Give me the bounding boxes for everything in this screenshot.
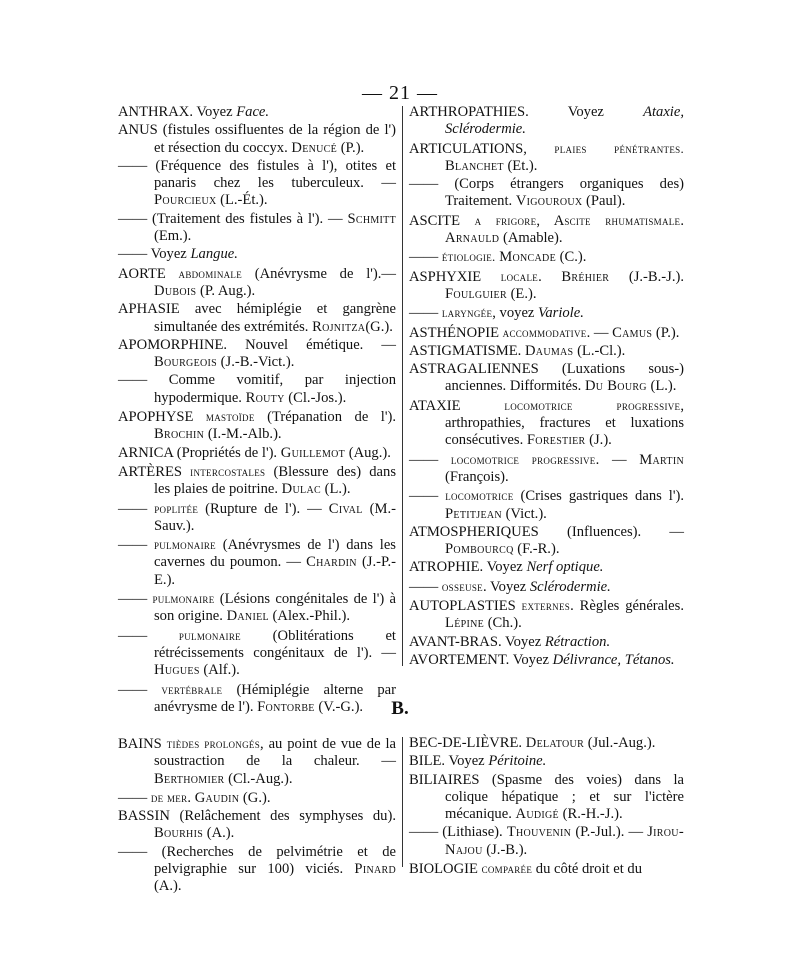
author-name: Chardin: [306, 554, 357, 571]
entry-text: (P.-Jul.). —: [571, 824, 648, 841]
index-entry: [118, 844, 396, 896]
index-entry: [409, 860, 684, 878]
index-entry: [409, 559, 684, 576]
index-entry: [409, 578, 684, 596]
index-entry: [118, 808, 396, 843]
entry-text: (Trépanation de l').: [254, 409, 396, 426]
entry-text: (Ch.).: [484, 615, 522, 632]
entry-qualifier: osseuse: [441, 578, 483, 594]
entry-text: ASTRAGALIENNES (Luxations sous-) anciennes. Difformités.: [409, 361, 684, 395]
index-entry: [409, 361, 684, 396]
entry-text: —— Voyez: [118, 246, 191, 263]
author-name: Du Bourg: [584, 378, 647, 395]
entry-qualifier: laryngée: [441, 305, 493, 321]
column-divider: [402, 737, 403, 867]
entry-text: (Paul).: [582, 193, 626, 210]
entry-text: ——: [409, 305, 442, 322]
entry-text: ARTÈRES: [118, 463, 191, 480]
author-name: Thouvenin: [506, 824, 572, 841]
entry-text: .: [187, 789, 195, 806]
entry-text: .: [538, 268, 562, 285]
entry-text: (Alf.).: [199, 662, 240, 679]
author-name: Foulguier: [445, 285, 507, 302]
author-name: Hugues: [154, 662, 200, 679]
entry-text: (I.-M.-Alb.).: [204, 426, 282, 443]
entry-qualifier: locomotrice: [445, 488, 514, 504]
index-entry: [118, 104, 396, 121]
entry-text: . —: [595, 451, 640, 468]
entry-text: (M.-Sauv.).: [154, 500, 396, 534]
entry-text: —— (Corps étrangers organiques des) Traitement.: [409, 176, 684, 210]
entry-text: (F.-R.).: [513, 541, 560, 558]
entry-text: .: [680, 212, 685, 229]
entry-text: (Vict.).: [501, 505, 547, 522]
column-divider: [402, 106, 403, 666]
entry-text: (Cl.-Jos.).: [284, 389, 347, 406]
author-name: Pombourcq: [445, 541, 514, 558]
entry-qualifier: locomotrice progressive: [504, 397, 681, 413]
index-entry: [118, 735, 396, 788]
entry-text: ATROPHIE. Voyez: [409, 559, 527, 576]
entry-text: AORTE: [118, 265, 179, 282]
author-name: Dubois: [154, 282, 197, 299]
entry-text: —— (Lithiase).: [409, 824, 507, 841]
author-name: Pourcieux: [154, 192, 217, 209]
entry-text: (G.).: [365, 318, 393, 335]
entry-text: . Voyez: [482, 578, 530, 595]
entry-qualifier: accommodative: [502, 324, 587, 340]
index-entry: [409, 176, 684, 211]
author-name: Arnauld: [445, 230, 500, 247]
index-entry: [409, 212, 684, 248]
author-name: Cival: [328, 500, 363, 517]
entry-qualifier: mastoïde: [205, 409, 255, 425]
author-name: Forestier: [526, 432, 586, 449]
entry-qualifier: pulmonaire: [178, 627, 241, 643]
entry-text: (Rupture de l'). —: [198, 500, 329, 517]
index-entry: [409, 824, 684, 859]
index-entry: [118, 408, 396, 444]
entry-text: (François).: [445, 468, 509, 485]
author-name: Daumas: [524, 342, 574, 359]
entry-text: BIOLOGIE: [409, 861, 482, 878]
entry-text: ATAXIE: [409, 397, 505, 414]
author-name: Jirou-Najou: [445, 824, 684, 858]
author-name: Delatour: [525, 735, 585, 751]
page-number: — 21 —: [362, 82, 438, 104]
author-name: Guillemot: [280, 444, 346, 461]
author-name: Lépine: [445, 615, 485, 632]
entry-text: ——: [409, 249, 442, 266]
index-entry: [118, 536, 396, 589]
entry-text: —— (Traitement des fistules à l'). —: [118, 210, 348, 227]
author-name: Denucé: [291, 139, 338, 156]
entry-qualifier: locomotrice progressive: [450, 451, 596, 467]
index-entry: [118, 445, 396, 462]
author-name: Daniel: [226, 608, 269, 625]
index-entry: [118, 372, 396, 407]
entry-qualifier: externes: [521, 598, 571, 614]
entry-qualifier: abdominale: [178, 265, 243, 281]
index-entry: [118, 158, 396, 210]
index-entry: [409, 524, 684, 559]
entry-text: ARTICULATIONS,: [409, 140, 555, 157]
entry-qualifier: pulmonaire: [152, 591, 215, 607]
entry-qualifier: pulmonaire: [153, 537, 216, 553]
entry-text: ——: [118, 789, 151, 806]
entry-text: , au point de vue de la soustraction de la chaleur. —: [154, 736, 397, 770]
entry-qualifier: a frigore: [474, 212, 537, 228]
entry-text: . —: [586, 324, 613, 341]
index-entry: [409, 487, 684, 523]
entry-text: ——: [118, 537, 154, 554]
author-name: Bourhis: [154, 825, 204, 842]
entry-text: ANUS (fistules ossifluentes de la région de l') et résection du coccyx.: [118, 122, 396, 156]
entry-text: (Jul.-Aug.).: [584, 735, 656, 751]
entry-text: (L.).: [646, 378, 677, 395]
author-name: Fontorbe: [257, 698, 315, 715]
entry-text: (A.).: [203, 825, 235, 842]
entry-text: ASPHYXIE: [409, 268, 501, 285]
entry-text: . Règles générales.: [570, 598, 684, 615]
entry-text: BAINS: [118, 736, 167, 752]
author-name: Moncade: [499, 249, 556, 266]
index-entry: [118, 789, 396, 807]
entry-text: BASSIN (Relâchement des symphyses du).: [118, 808, 396, 825]
entry-qualifier: scite rhumatismale: [564, 212, 681, 228]
author-name: Camus: [612, 324, 653, 341]
entry-text: BILIAIRES (Spasme des voies) dans la colique hépatique ; et sur l'ictère mécanique.: [409, 771, 684, 823]
index-entry: [409, 753, 684, 770]
entry-text: ASCITE: [409, 212, 475, 229]
entry-text: (Oblitérations et rétrécissements congénitaux de l'). —: [154, 627, 396, 661]
entry-text: (Aug.).: [345, 444, 391, 461]
entry-text: (Hémiplégie alterne par anévrysme de l').: [154, 681, 396, 715]
entry-text: —— (Fréquence des fistules à l'), otites et panaris chez les tuberculeux. —: [118, 157, 396, 192]
index-entry: [118, 265, 396, 301]
author-name: Martin: [639, 451, 684, 468]
author-name: Dulac: [281, 481, 321, 498]
entry-text: (Amable).: [499, 230, 563, 247]
entry-text: ARTHROPATHIES. Voyez: [409, 104, 644, 120]
index-entry: [409, 248, 684, 266]
index-entry: [409, 634, 684, 651]
entry-text: (Crises gastriques dans l').: [513, 488, 684, 505]
index-entry: [409, 304, 684, 322]
entry-text: ——: [118, 627, 179, 644]
entry-qualifier: locale: [500, 268, 539, 284]
entry-text: (P.).: [337, 139, 365, 156]
entry-text: ANTHRAX. Voyez: [118, 104, 237, 120]
entry-text: (J.).: [585, 432, 612, 449]
index-entry: [409, 104, 684, 139]
index-entry: [118, 463, 396, 499]
section-letter-heading: B.: [391, 698, 409, 719]
entry-text: (Alex.-Phil.).: [268, 608, 350, 625]
cross-reference: Ataxie, Sclérodermie.: [445, 104, 684, 138]
index-entry: [118, 500, 396, 536]
author-name: Berthomier: [154, 770, 225, 787]
index-entry: [409, 597, 684, 633]
entry-text: (L.).: [320, 481, 351, 498]
entry-text: (Lésions congénitales de l') à son origine.: [154, 591, 396, 625]
entry-text: (J.-P.-E.).: [154, 554, 396, 588]
entry-text: , A: [536, 212, 565, 229]
author-name: Audigé: [515, 806, 559, 823]
entry-text: (J.-B.-Vict.).: [217, 354, 295, 371]
entry-qualifier: vertébrale: [161, 681, 223, 697]
index-entry: [118, 590, 396, 626]
author-name: Blanchet: [445, 157, 504, 174]
entry-text: (Cl.-Aug.).: [224, 770, 293, 787]
entry-qualifier: étiologie.: [441, 249, 496, 265]
entry-text: ATMOSPHERIQUES (Influences). —: [409, 523, 684, 540]
author-name: Petitjean: [445, 505, 502, 522]
entry-text: (J.-B.).: [482, 841, 528, 858]
index-entry: [409, 772, 684, 824]
entry-text: ——: [409, 488, 446, 505]
entry-text: , arthropathies, fractures et luxations consécutives.: [445, 397, 684, 449]
entry-qualifier: de mer: [150, 789, 188, 805]
entry-text: (Blessure des) dans les plaies de poitrine.: [154, 463, 396, 498]
column-left: [118, 735, 396, 897]
entry-text: , voyez: [492, 305, 539, 322]
author-name: Routy: [245, 389, 285, 406]
author-name: Vigouroux: [515, 193, 583, 210]
entry-text: (A.).: [154, 878, 182, 895]
entry-text: (L.-Ét.).: [216, 192, 268, 209]
cross-reference: Variole.: [538, 305, 584, 322]
index-entry: [409, 324, 684, 342]
entry-text: (Em.).: [154, 228, 192, 245]
entry-text: ARNICA (Propriétés de l').: [118, 444, 281, 461]
entry-text: (E.).: [506, 285, 537, 302]
entry-text: APOMORPHINE. Nouvel émétique. —: [118, 336, 396, 353]
index-entry: [409, 268, 684, 304]
entry-text: —— (Recherches de pelvimétrie et de pelvigraphie sur 100) viciés.: [118, 843, 396, 878]
index-entry: [118, 627, 396, 680]
entry-text: (P.).: [652, 324, 680, 341]
entry-qualifier: poplitée: [154, 500, 199, 516]
author-name: Brochin: [154, 426, 205, 443]
entry-text: (G.).: [239, 789, 271, 806]
cross-reference: Péritoine.: [488, 753, 547, 770]
author-name: Bréhier: [561, 268, 610, 285]
author-name: Pinard: [354, 861, 396, 878]
entry-text: ASTIGMATISME.: [409, 342, 525, 359]
entry-text: (C.).: [555, 249, 587, 266]
index-entry: [409, 451, 684, 487]
entry-qualifier: tièdes prolongés: [166, 736, 261, 751]
entry-text: ——: [409, 578, 442, 595]
author-name: Rojnitza: [312, 318, 366, 335]
entry-text: AUTOPLASTIES: [409, 598, 522, 615]
cross-reference: Langue.: [190, 246, 238, 263]
cross-reference: Délivrance, Tétanos.: [552, 651, 675, 668]
index-entry: [409, 140, 684, 176]
index-entry: [409, 652, 684, 669]
entry-text: BEC-DE-LIÈVRE.: [409, 735, 526, 751]
index-entry: [118, 211, 396, 246]
index-entry: [118, 246, 396, 263]
cross-reference: Sclérodermie.: [529, 578, 611, 595]
author-name: Gaudin: [194, 789, 240, 806]
author-name: Schmitt: [347, 210, 396, 227]
index-entry: [118, 337, 396, 372]
cross-reference: Rétraction.: [544, 633, 611, 650]
entry-text: BILE. Voyez: [409, 753, 489, 770]
entry-text: (J.-B.-J.).: [609, 268, 684, 285]
entry-text: (L.-Cl.).: [573, 342, 626, 359]
entry-text: AVORTEMENT. Voyez: [409, 651, 553, 668]
entry-text: ——: [118, 681, 162, 698]
author-name: Bourgeois: [154, 354, 217, 371]
entry-text: ——: [118, 591, 153, 608]
index-entry: [409, 397, 684, 450]
entry-text: (Anévrysme de l').—: [242, 265, 396, 282]
entry-text: (Anévrysmes de l') dans les cavernes du poumon. —: [154, 537, 396, 571]
entry-qualifier: plaies pénétrantes.: [554, 140, 684, 156]
entry-text: APHASIE avec hémiplégie et gangrène simultanée des extrémités.: [118, 301, 396, 335]
entry-text: (Et.).: [503, 157, 538, 174]
entry-text: ASTHÉNOPIE: [409, 324, 503, 341]
entry-text: ——: [409, 451, 451, 468]
cross-reference: Nerf optique.: [526, 559, 604, 576]
entry-text: du côté droit et du: [532, 861, 642, 878]
entry-text: APOPHYSE: [118, 409, 206, 426]
entry-qualifier: intercostales: [190, 463, 266, 479]
entry-text: AVANT-BRAS. Voyez: [409, 633, 545, 650]
column-left: [118, 104, 396, 717]
index-entry: [118, 301, 396, 336]
cross-reference: Face.: [236, 104, 270, 120]
index-entry: [409, 343, 684, 360]
index-entry: [409, 735, 684, 752]
entry-qualifier: comparée: [481, 861, 533, 877]
index-entry: [118, 122, 396, 157]
column-right: [409, 735, 684, 879]
entry-text: (P. Aug.).: [196, 282, 256, 299]
column-right: [409, 104, 684, 670]
entry-text: (R.-H.-J.).: [558, 806, 623, 823]
entry-text: ——: [118, 500, 155, 517]
entry-text: (V.-G.).: [314, 698, 364, 715]
entry-text: —— Comme vomitif, par injection hypodermique.: [118, 372, 396, 406]
